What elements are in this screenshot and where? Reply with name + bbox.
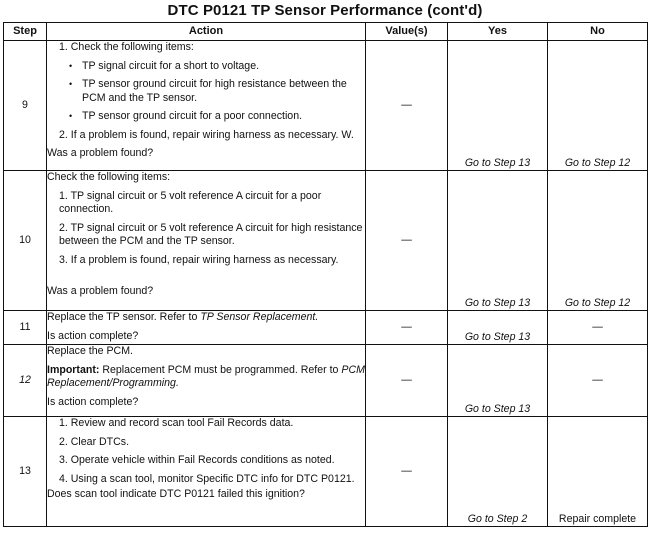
header-no: No [548, 23, 648, 41]
reference-link: TP Sensor Replacement. [200, 311, 319, 323]
action-question: Was a problem found? [47, 285, 154, 297]
reference-link: PCM Replacement/Programming. [47, 363, 365, 389]
action-question: Is action complete? [47, 395, 139, 408]
value-cell: — [366, 345, 448, 417]
header-action: Action [47, 23, 366, 41]
no-cell: Repair complete [548, 417, 648, 527]
yes-cell: Go to Step 13 [448, 41, 548, 171]
action-cell [47, 311, 366, 345]
action-question: Was a problem found? [47, 147, 154, 159]
no-cell: Go to Step 12 [548, 41, 648, 171]
action-bullet: • TP sensor ground circuit for a poor connection. [69, 110, 303, 122]
value-cell: — [366, 417, 448, 527]
yes-cell: Go to Step 2 [448, 417, 548, 527]
action-item: 1. Review and record scan tool Fail Records data. [59, 417, 294, 429]
value-cell: — [366, 171, 448, 311]
important-note: Important: Replacement PCM must be programmed. Refer to PCM Replacement/Programming. [47, 363, 365, 389]
action-cell [47, 41, 366, 171]
value-cell: — [366, 311, 448, 345]
action-text: Replace the TP sensor. Refer to TP Sensor Replacement. [47, 311, 319, 323]
action-question: Does scan tool indicate DTC P0121 failed this ignition? [47, 488, 305, 500]
step-number: 10 [4, 171, 47, 311]
step-number: 11 [4, 311, 47, 345]
no-cell: Go to Step 12 [548, 171, 648, 311]
action-question: Is action complete? [47, 329, 139, 342]
action-cell [47, 171, 366, 311]
action-intro: Check the following items: [47, 171, 171, 183]
value-cell: — [366, 41, 448, 171]
no-cell: — [548, 311, 648, 345]
no-cell: — [548, 345, 648, 417]
header-values: Value(s) [366, 23, 448, 41]
step-number: 13 [4, 417, 47, 527]
action-item: 2. If a problem is found, repair wiring harness as necessary. W. [59, 128, 354, 141]
action-item: 3. If a problem is found, repair wiring harness as necessary. [59, 253, 339, 266]
action-cell [47, 417, 366, 527]
step-number: 9 [4, 41, 47, 171]
action-item: 1. Check the following items: [59, 41, 194, 53]
action-item: 3. Operate vehicle within Fail Records conditions as noted. [59, 454, 335, 466]
table-row-step-9 [4, 41, 648, 171]
step-number: 12 [4, 345, 47, 417]
yes-cell: Go to Step 13 [448, 345, 548, 417]
header-row [4, 23, 648, 41]
yes-cell: Go to Step 13 [448, 171, 548, 311]
action-text: Replace the PCM. [47, 345, 133, 357]
table-row-step-10 [4, 171, 648, 311]
action-cell [47, 345, 366, 417]
table-row-step-12 [4, 345, 648, 417]
header-step: Step [4, 23, 47, 41]
page-title: DTC P0121 TP Sensor Performance (cont'd) [167, 2, 483, 19]
action-item: 4. Using a scan tool, monitor Specific DTC info for DTC P0121. [59, 472, 355, 485]
action-item: 2. Clear DTCs. [59, 435, 130, 448]
action-item: 1. TP signal circuit or 5 volt reference A circuit for a poor connection. [59, 189, 322, 215]
table-row-step-11 [4, 311, 648, 345]
action-item: 2. TP signal circuit or 5 volt reference A circuit for high resistance between the PCM and the TP sensor. [59, 221, 363, 247]
diagnostic-table [3, 22, 648, 527]
header-yes: Yes [448, 23, 548, 41]
action-bullet: • TP signal circuit for a short to voltage. [69, 59, 260, 72]
table-row-step-13 [4, 417, 648, 527]
yes-cell: Go to Step 13 [448, 311, 548, 345]
action-bullet: • TP sensor ground circuit for high resistance between the PCM and the TP sensor. [69, 78, 347, 104]
